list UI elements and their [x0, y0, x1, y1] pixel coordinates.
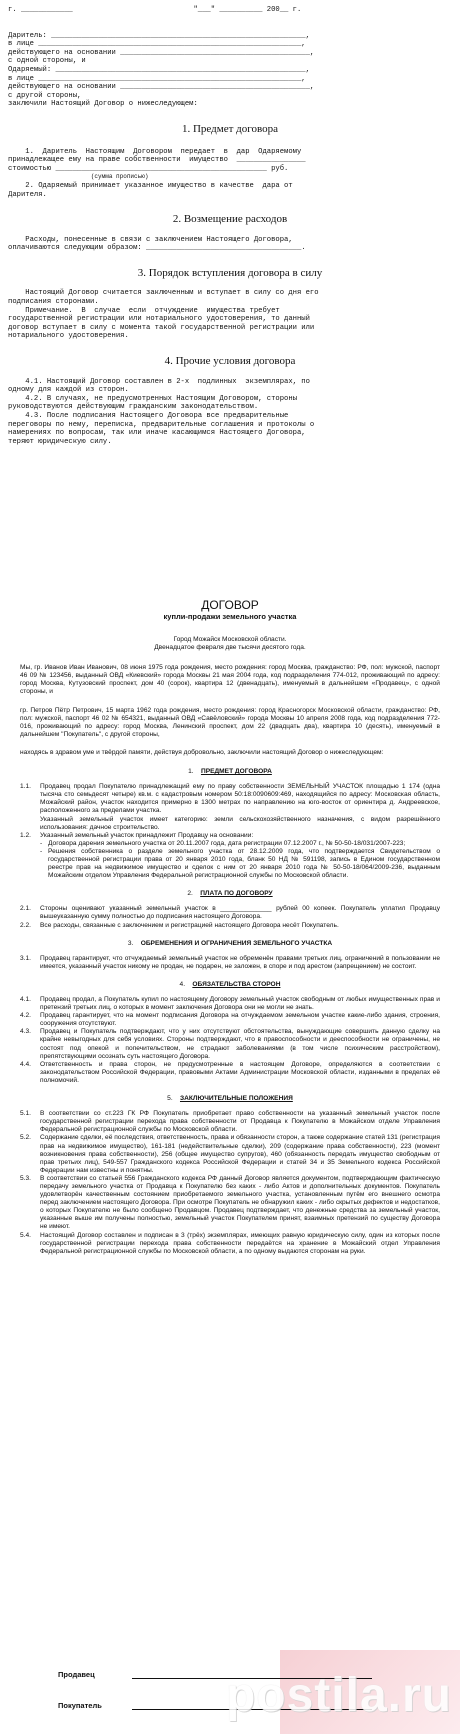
body-line: 1. Даритель Настоящим Договором передает в дар Одаряемому [8, 147, 302, 156]
note-line: государственной регистрации или нотариального удостоверения, то данный [8, 315, 310, 324]
preamble-line: действующего на основании ____________________________________________, [8, 83, 315, 92]
section-heading: 4. ОБЯЗАТЕЛЬСТВА СТОРОН [179, 980, 281, 988]
buyer-signature-label: Покупатель [58, 1701, 102, 1710]
note-line: нотариального удостоверения. [8, 332, 129, 341]
preamble-line: с другой стороны, [8, 91, 82, 100]
intro-text: находясь в здравом уме и твёрдой памяти, действуя добровольно, заключили настоящий Договор о нижеследующем: [20, 748, 384, 756]
note-line: договор вступает в силу с момента такой государственной регистрации или [8, 323, 315, 332]
clause: 5.3. В соответствии со статьей 556 Гражданского кодекса РФ данный Договор является документом, подтверждающим фактическую передачу земельного участка от Продавца к Покупателю без каких - либо Актов и дополнительных документов. Покупатель удовлетворён качественным состоянием приобретаемого земельного участка, установленным путём его внешнего осмотра перед заключением настоящего Договора. При осмотре Покупатель не обнаружил каких - либо скрытых дефектов и недостатков, о которых Покупателю не было сообщено Продавцом. Продавец подтверждает, что денежные средства за земельный участок, указанные выше им получены полностью, земельный участок Покупателем принят, взаимных претензий по существу Договора не имеют. [20, 1174, 440, 1231]
section-items [20, 905, 440, 929]
section-heading: 1. ПРЕДМЕТ ДОГОВОРА [188, 768, 272, 776]
body-line: 4.3. После подписания Настоящего Договора все предварительные [8, 412, 289, 420]
section-body [8, 148, 452, 200]
clause: 2.2. Все расходы, связанные с заключением и регистрацией настоящего Договора несёт Покупатель. [20, 921, 339, 929]
party-seller: Мы, гр. Иванов Иван Иванович, 08 июня 1975 года рождения, место рождения: город Москва, гражданство: РФ, пол: мужской, паспорт 46 09 № 123456, выданный ОВД «Киевский» города Москвы 21 мая 2004 года, код подразделения 774-012, проживающий по адресу: город Москва, Кутузовский проспект, дом 40 (сорок), квартира 12 (двенадцать), именуемый в дальнейшем «Продавец», с одной стороны, и [20, 664, 440, 696]
party-buyer: гр. Петров Пётр Петрович, 15 марта 1962 года рождения, место рождения: город Красногорск Московской области, гражданство: РФ, пол: мужской, паспорт 46 02 № 654321, выданный ОВД «Савёловский» города Москвы 10 апреля 2008 года, код подразделения 772-016, проживающий по адресу: город Москва, Ленинский проспект, дом 22 (двадцать два), квартира 10 (десять), именуемый в дальнейшем "Покупатель", с другой стороны, [20, 706, 440, 738]
gift-contract [8, 6, 452, 446]
section-heading: 3. ОБРЕМЕНЕНИЯ И ОГРАНИЧЕНИЯ ЗЕМЕЛЬНОГО УЧАСТКА [127, 939, 333, 947]
preamble-line: заключили Настоящий Договор о нижеследующем: [8, 100, 198, 109]
body-line: Дарителя. [8, 190, 47, 199]
preamble-line: в лице _____________________________________________________________, [8, 40, 306, 49]
preamble-line: Одаряемый: __________________________________________________________, [8, 65, 310, 74]
section-heading: 5. ЗАКЛЮЧИТЕЛЬНЫЕ ПОЛОЖЕНИЯ [167, 1095, 293, 1103]
body-line: Расходы, понесенные в связи с заключением Настоящего Договора, [8, 235, 293, 244]
section-items [20, 955, 440, 971]
clause: 5.2. Содержание сделки, её последствия, ответственность, права и обязанности сторон, а также содержание статей 131 (регистрация прав на недвижимое имущество), 161-181 (недействительные сделки), 209 (содержание права собственности), 223 (момент возникновения права собственности), 256 (общее имущество супругов), 460 (обязанность передать имущество свободным от прав третьих лиц), 549-557 Гражданского кодекса Российской Федерации и статей 34 и 35 Земельного кодекса Российской Федерации нам известны и понятны. [20, 1134, 440, 1174]
body-line: стоимостью _________________________________________________ руб. [8, 164, 289, 173]
section-items [20, 783, 440, 880]
note-line: Примечание. В случае если отчуждение имущества требует [8, 306, 280, 315]
section-body [8, 289, 452, 341]
clause: 4.3. Продавец и Покупатель подтверждают, что у них отсутствуют обстоятельства, вынуждающие совершить данную сделку на крайне невыгодных для себя условиях. Стороны подтверждают, что в правоспособности и дееспособности не ограничены, не состоят под опекой и попечительством, не страдают заболеваниями (в том числе психическим расстройством), препятствующими осознать суть настоящего Договора. [20, 1028, 440, 1060]
body-line: одному для каждой из сторон. [8, 386, 129, 395]
section-title: 2. Возмещение расходов [172, 213, 288, 226]
contract-subtitle: купли-продажи земельного участка [163, 612, 297, 621]
clause: Указанный земельный участок имеет категорию: земли сельскохозяйственного назначения, с видом разрешённого использования: дачное строительство. [40, 815, 440, 831]
body-line: намерениях по вопросам, так или иначе касающимся Настоящего Договора, [8, 429, 306, 438]
section-body [8, 378, 452, 447]
clause: 5.1. В соответствии со ст.223 ГК РФ Покупатель приобретает право собственности на указанный земельный участок после государственной регистрации перехода права собственности от Продавца к Покупателю в Можайском отделе Управления Федеральной регистрационной службы по Московской области. [20, 1110, 440, 1134]
body-line: теряют юридическую силу. [8, 437, 112, 446]
section-body [8, 236, 452, 253]
clause: 1.2. Указанный земельный участок принадлежит Продавцу на основании: [20, 831, 254, 839]
clause-bullet: - Договора дарения земельного участка от 20.11.2007 года, дата регистрации 07.12.2007 г., № 50-50-18/031/2007-223; [40, 839, 406, 847]
section-title: 4. Прочие условия договора [164, 355, 296, 368]
body-line: (сумма прописью) [8, 173, 149, 181]
body-line: оплачиваются следующим образом: ____________________________________. [8, 244, 306, 253]
section-title: 3. Порядок вступления договора в силу [137, 266, 323, 279]
contract-date: Двенадцатое февраля две тысячи десятого года. [154, 644, 306, 652]
clause: 5.4. Настоящий Договор составлен и подписан в 3 (трёх) экземплярах, имеющих равную юридическую силу, один из которых после государственной регистрации перехода права собственности передаётся на хранение в Можайский отдел Управления Федеральной регистрационной службы по Московской области, а по одному выдаются сторонам на руки. [20, 1231, 440, 1255]
body-line: 2. Одаряемый принимает указанное имущество в качестве дара от [8, 181, 293, 190]
clause: 2.1. Стороны оценивают указанный земельный участок в ______________ рублей 00 копеек. Покупатель уплатил Продавцу вышеуказанную сумму полностью до подписания настоящего Договора. [20, 905, 440, 921]
clause: 3.1. Продавец гарантирует, что отчуждаемый земельный участок не обременён правами третьих лиц, ограничений в пользовании не имеется, указанный участок никому не продан, не подарен, не заложен, в споре и под арестом (запрещением) не состоит. [20, 954, 440, 970]
preamble-line: действующего на основании ____________________________________________, [8, 48, 315, 57]
section-heading: 2. ПЛАТА ПО ДОГОВОРУ [187, 890, 273, 898]
header-line: г. ____________ "___" __________ 200__ г. [8, 6, 302, 14]
preamble [8, 32, 452, 109]
section-title: 1. Предмет договора [181, 122, 278, 135]
preamble-line: с одной стороны, и [8, 57, 86, 66]
preamble-line: в лице _____________________________________________________________, [8, 74, 306, 83]
section-items [20, 1110, 440, 1256]
body-line: 4.2. В случаях, не предусмотренных Настоящим Договором, стороны [8, 394, 297, 403]
clause-bullet: - Решения собственника о разделе земельного участка от 28.12.2009 года, что подтверждается Свидетельством о государственной регистрации права от 20 января 2010 года, бланк 50 НД № 591198, запись в Едином государственном реестре прав на недвижимое имущество и сделок с ним от 20 января 2010 года № 50-50-18/064/2009-236, выданным Можайским отделом Управления Федеральной регистрационной службы по Московской области. [40, 847, 440, 880]
seller-signature-label: Продавец [58, 1670, 95, 1679]
body-line: переговоры по нему, переписка, предварительные соглашения и протоколы о [8, 420, 315, 429]
clause: 1.1. Продавец продал Покупателю принадлежащий ему по праву собственности ЗЕМЕЛЬНЫЙ УЧАСТОК площадью 1 174 (одна тысяча сто семьдесят четыре) кв.м. с кадастровым номером 50:18:0090609:469, находящийся по адресу: Московская область, Можайский район, участок находится примерно в 1300 метрах по направлению на юго-восток от ориентира д. Андреевское, расположенного за пределами участка. [20, 783, 440, 815]
contract-title: ДОГОВОР [201, 598, 259, 612]
body-line: принадлежащее ему на праве собственности имущество ________________ [8, 156, 306, 165]
clause: 4.4. Ответственность и права сторон, не предусмотренные в настоящем Договоре, определяются в соответствии с законодательством Российской Федерации, правовыми Актами Администрации Московской области, изданными в пределах её полномочий. [20, 1060, 440, 1084]
contract-place: Город Можайск Московской области. [173, 636, 287, 643]
preamble-line: Даритель: ___________________________________________________________, [8, 31, 310, 40]
body-line: подписания сторонами. [8, 298, 99, 307]
body-line: руководствуются действующим гражданским законодательством. [8, 403, 259, 412]
body-line: Настоящий Договор считается заключенным и вступает в силу со дня его [8, 289, 319, 298]
body-line: 4.1. Настоящий Договор составлен в 2-х подлинных экземплярах, по [8, 377, 310, 386]
sale-contract [20, 598, 440, 1256]
watermark-logo: postila.ru [225, 1669, 452, 1722]
clause: 4.1. Продавец продал, а Покупатель купил по настоящему Договору земельный участок свободным от любых имущественных прав и претензий третьих лиц, о которых в момент заключения Договора они не могли не знать. [20, 996, 440, 1012]
section-items [20, 996, 440, 1085]
clause: 4.2. Продавец гарантирует, что на момент подписания Договора на отчуждаемом земельном участке какие-либо здания, строения, сооружения отсутствуют. [20, 1012, 440, 1028]
